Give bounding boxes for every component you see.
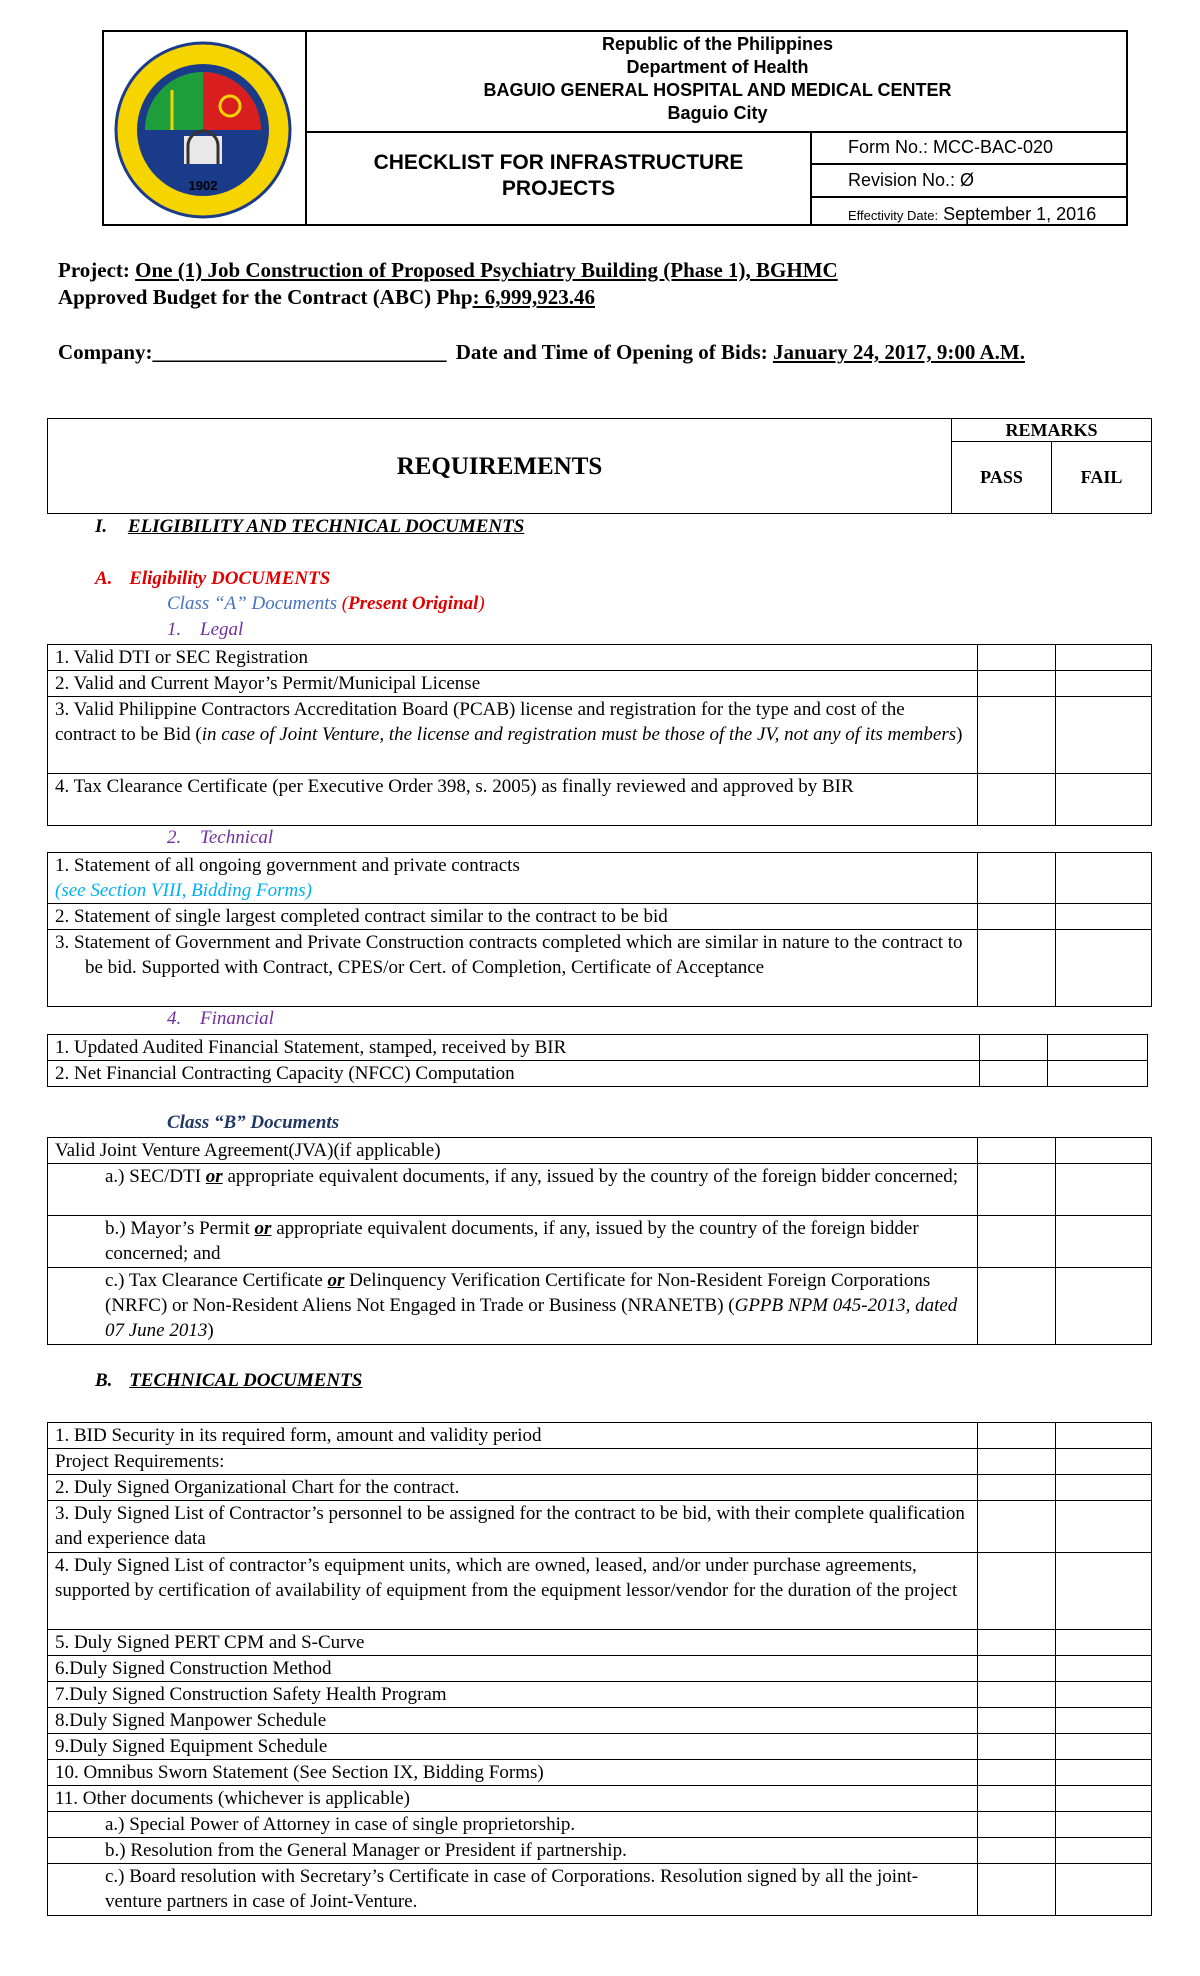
subsection-heading: A. Eligibility DOCUMENTS <box>95 568 331 589</box>
requirement-text: 4. Duly Signed List of contractor’s equipment units, which are owned, leased, and/or under purchase agreements, supported by certification of availability of equipment from the equipment lessor/vendor for the duration of the project <box>48 1553 978 1630</box>
pass-checkbox[interactable] <box>978 1449 1056 1475</box>
header-address <box>307 33 1128 125</box>
fail-column-heading: FAIL <box>1052 442 1152 514</box>
pass-checkbox[interactable] <box>978 1760 1056 1786</box>
requirement-text: a.) Special Power of Attorney in case of single proprietorship. <box>48 1812 978 1838</box>
table-row <box>48 1061 1148 1087</box>
table-row <box>48 1216 1152 1268</box>
requirement-text: 2. Duly Signed Organizational Chart for the contract. <box>48 1475 978 1501</box>
class-a-heading: Class “A” Documents (Present Original) <box>167 593 485 614</box>
header-line: BAGUIO GENERAL HOSPITAL AND MEDICAL CENTER <box>483 80 952 100</box>
pass-checkbox[interactable] <box>978 1501 1056 1553</box>
fail-checkbox[interactable] <box>1056 1501 1152 1553</box>
fail-checkbox[interactable] <box>1048 1061 1148 1087</box>
pass-checkbox[interactable] <box>978 1786 1056 1812</box>
fail-checkbox[interactable] <box>1056 1656 1152 1682</box>
pass-checkbox[interactable] <box>978 1682 1056 1708</box>
section-heading: I. ELIGIBILITY AND TECHNICAL DOCUMENTS <box>95 516 525 537</box>
table-row <box>48 853 1152 904</box>
table-row <box>48 1760 1152 1786</box>
svg-text:1902: 1902 <box>188 178 218 193</box>
table-row <box>48 1501 1152 1553</box>
table-row <box>48 1656 1152 1682</box>
requirement-text: 2. Statement of single largest completed contract similar to the contract to be bid <box>48 904 978 930</box>
fail-checkbox[interactable] <box>1056 1449 1152 1475</box>
pass-checkbox[interactable] <box>978 1864 1056 1916</box>
table-row <box>48 645 1152 671</box>
fail-checkbox[interactable] <box>1048 1035 1148 1061</box>
table-row <box>48 1786 1152 1812</box>
pass-column-heading: PASS <box>952 442 1052 514</box>
pass-checkbox[interactable] <box>978 904 1056 930</box>
technical-heading: 2. Technical <box>167 827 274 848</box>
requirement-text: 4. Tax Clearance Certificate (per Executive Order 398, s. 2005) as finally reviewed and approved by BIR <box>48 774 978 826</box>
legal-heading: 1. Legal <box>167 619 244 640</box>
pass-checkbox[interactable] <box>978 853 1056 904</box>
requirement-text: 1. Updated Audited Financial Statement, stamped, received by BIR <box>48 1035 980 1061</box>
requirement-text: a.) SEC/DTI or appropriate equivalent documents, if any, issued by the country of the foreign bidder concerned; <box>48 1164 978 1216</box>
header-divider <box>810 131 812 226</box>
requirements-header-table <box>47 418 1152 514</box>
project-title: One (1) Job Construction of Proposed Psychiatry Building (Phase 1), BGHMC <box>135 258 838 282</box>
fail-checkbox[interactable] <box>1056 1423 1152 1449</box>
requirement-text: 10. Omnibus Sworn Statement (See Section IX, Bidding Forms) <box>48 1760 978 1786</box>
pass-checkbox[interactable] <box>978 1216 1056 1268</box>
requirement-text: 7.Duly Signed Construction Safety Health Program <box>48 1682 978 1708</box>
requirement-text: 6.Duly Signed Construction Method <box>48 1656 978 1682</box>
requirement-text: 8.Duly Signed Manpower Schedule <box>48 1708 978 1734</box>
bid-opening-date: January 24, 2017, 9:00 A.M. <box>772 340 1025 364</box>
table-row <box>48 1682 1152 1708</box>
pass-checkbox[interactable] <box>978 1553 1056 1630</box>
technical-documents-table <box>47 1422 1152 1916</box>
table-row <box>48 1475 1152 1501</box>
requirement-text: Project Requirements: <box>48 1449 978 1475</box>
table-row <box>48 930 1152 1007</box>
financial-heading: 4. Financial <box>167 1008 274 1029</box>
company-line: Company:____________________________ Date and Time of Opening of Bids: January 24, 2017, 9:00 A.M. <box>58 340 1025 364</box>
form-title: CHECKLIST FOR INFRASTRUCTURE PROJECTS <box>373 151 744 200</box>
hospital-logo <box>110 40 296 220</box>
fail-checkbox[interactable] <box>1056 1734 1152 1760</box>
fail-checkbox[interactable] <box>1056 1812 1152 1838</box>
requirement-text: 3. Valid Philippine Contractors Accreditation Board (PCAB) license and registration for the type and cost of the contract to be Bid (in case of Joint Venture, the license and registration must be those of the JV, not any of its members) <box>48 697 978 774</box>
technical-table <box>47 852 1152 1007</box>
table-row <box>48 1035 1148 1061</box>
legal-table <box>47 644 1152 826</box>
abc-line: Approved Budget for the Contract (ABC) Php: 6,999,923.46 <box>58 285 596 309</box>
pass-checkbox[interactable] <box>978 1656 1056 1682</box>
table-row <box>48 1630 1152 1656</box>
header-line: Republic of the Philippines <box>601 34 833 54</box>
fail-checkbox[interactable] <box>1056 1216 1152 1268</box>
pass-checkbox[interactable] <box>978 697 1056 774</box>
fail-checkbox[interactable] <box>1056 645 1152 671</box>
header-line: Baguio City <box>667 103 768 123</box>
fail-checkbox[interactable] <box>1056 1708 1152 1734</box>
requirement-text: 9.Duly Signed Equipment Schedule <box>48 1734 978 1760</box>
revision-number: Revision No.: Ø <box>848 170 975 190</box>
requirement-text: c.) Board resolution with Secretary’s Certificate in case of Corporations. Resolution signed by all the joint-venture partners in case of Joint-Venture. <box>48 1864 978 1916</box>
requirement-text: 5. Duly Signed PERT CPM and S-Curve <box>48 1630 978 1656</box>
fail-checkbox[interactable] <box>1056 1682 1152 1708</box>
requirements-heading: REQUIREMENTS <box>48 419 952 514</box>
pass-checkbox[interactable] <box>978 645 1056 671</box>
class-b-heading: Class “B” Documents <box>167 1112 340 1133</box>
pass-checkbox[interactable] <box>978 1268 1056 1345</box>
pass-checkbox[interactable] <box>980 1061 1048 1087</box>
requirement-text: 3. Statement of Government and Private Construction contracts completed which are similar in nature to the contract to be bid. Supported with Contract, CPES/or Cert. of Completion, Certificate of Acceptance <box>48 930 978 1007</box>
header-divider <box>810 196 1128 198</box>
fail-checkbox[interactable] <box>1056 1760 1152 1786</box>
pass-checkbox[interactable] <box>978 1475 1056 1501</box>
fail-checkbox[interactable] <box>1056 1786 1152 1812</box>
table-row <box>48 1708 1152 1734</box>
pass-checkbox[interactable] <box>978 1164 1056 1216</box>
table-row <box>48 1734 1152 1760</box>
fail-checkbox[interactable] <box>1056 1138 1152 1164</box>
remarks-heading: REMARKS <box>952 419 1152 442</box>
table-row <box>48 774 1152 826</box>
table-row <box>48 1812 1152 1838</box>
effectivity-date: Effectivity Date: September 1, 2016 <box>848 204 1097 224</box>
class-b-table <box>47 1137 1152 1345</box>
abc-amount: : 6,999,923.46 <box>472 285 596 309</box>
requirement-text: 3. Duly Signed List of Contractor’s personnel to be assigned for the contract to be bid, with their complete qualification and experience data <box>48 1501 978 1553</box>
fail-checkbox[interactable] <box>1056 1838 1152 1864</box>
pass-checkbox[interactable] <box>978 1630 1056 1656</box>
project-line: Project: One (1) Job Construction of Proposed Psychiatry Building (Phase 1), BGHMC <box>58 258 838 282</box>
hospital-seal-icon <box>110 40 296 220</box>
fail-checkbox[interactable] <box>1056 853 1152 904</box>
table-row <box>48 1423 1152 1449</box>
fail-checkbox[interactable] <box>1056 774 1152 826</box>
requirement-text: b.) Resolution from the General Manager or President if partnership. <box>48 1838 978 1864</box>
fail-checkbox[interactable] <box>1056 1475 1152 1501</box>
table-row <box>48 697 1152 774</box>
requirement-text: 2. Net Financial Contracting Capacity (NFCC) Computation <box>48 1061 980 1087</box>
subsection-heading: B. TECHNICAL DOCUMENTS <box>95 1370 363 1391</box>
financial-table <box>47 1034 1148 1087</box>
header-divider <box>305 131 1128 133</box>
pass-checkbox[interactable] <box>978 1423 1056 1449</box>
header-divider <box>810 163 1128 165</box>
header-line: Department of Health <box>626 57 809 77</box>
requirement-text: 1. Valid DTI or SEC Registration <box>48 645 978 671</box>
requirement-text: 11. Other documents (whichever is applicable) <box>48 1786 978 1812</box>
table-row <box>48 904 1152 930</box>
requirement-text: 2. Valid and Current Mayor’s Permit/Municipal License <box>48 671 978 697</box>
requirement-text: c.) Tax Clearance Certificate or Delinquency Verification Certificate for Non-Resident Foreign Corporations (NRFC) or Non-Resident Aliens Not Engaged in Trade or Business (NRANETB) (GPPB NPM 045-2013, dated 07 June 2013) <box>48 1268 978 1345</box>
pass-checkbox[interactable] <box>978 1734 1056 1760</box>
requirement-text: 1. BID Security in its required form, amount and validity period <box>48 1423 978 1449</box>
table-row <box>48 1449 1152 1475</box>
table-row <box>48 1864 1152 1916</box>
fail-checkbox[interactable] <box>1056 1864 1152 1916</box>
table-row <box>48 1164 1152 1216</box>
form-number: Form No.: MCC-BAC-020 <box>848 137 1054 157</box>
fail-checkbox[interactable] <box>1056 930 1152 1007</box>
fail-checkbox[interactable] <box>1056 697 1152 774</box>
company-blank[interactable]: ____________________________ <box>152 340 447 364</box>
requirement-text: b.) Mayor’s Permit or appropriate equivalent documents, if any, issued by the country of the foreign bidder concerned; and <box>48 1216 978 1268</box>
table-row <box>48 1268 1152 1345</box>
fail-checkbox[interactable] <box>1056 671 1152 697</box>
fail-checkbox[interactable] <box>1056 1164 1152 1216</box>
pass-checkbox[interactable] <box>978 1138 1056 1164</box>
fail-checkbox[interactable] <box>1056 904 1152 930</box>
fail-checkbox[interactable] <box>1056 1630 1152 1656</box>
section-reference: (see Section VIII, Bidding Forms) <box>55 880 312 901</box>
table-row <box>48 1138 1152 1164</box>
pass-checkbox[interactable] <box>980 1035 1048 1061</box>
requirement-text: 1. Statement of all ongoing government and private contracts (see Section VIII, Bidding Forms) <box>48 853 978 904</box>
table-row <box>48 671 1152 697</box>
pass-checkbox[interactable] <box>978 1708 1056 1734</box>
table-row <box>48 1838 1152 1864</box>
pass-checkbox[interactable] <box>978 1838 1056 1864</box>
requirement-text: Valid Joint Venture Agreement(JVA)(if applicable) <box>48 1138 978 1164</box>
pass-checkbox[interactable] <box>978 1812 1056 1838</box>
pass-checkbox[interactable] <box>978 774 1056 826</box>
fail-checkbox[interactable] <box>1056 1268 1152 1345</box>
pass-checkbox[interactable] <box>978 671 1056 697</box>
fail-checkbox[interactable] <box>1056 1553 1152 1630</box>
table-row <box>48 1553 1152 1630</box>
pass-checkbox[interactable] <box>978 930 1056 1007</box>
